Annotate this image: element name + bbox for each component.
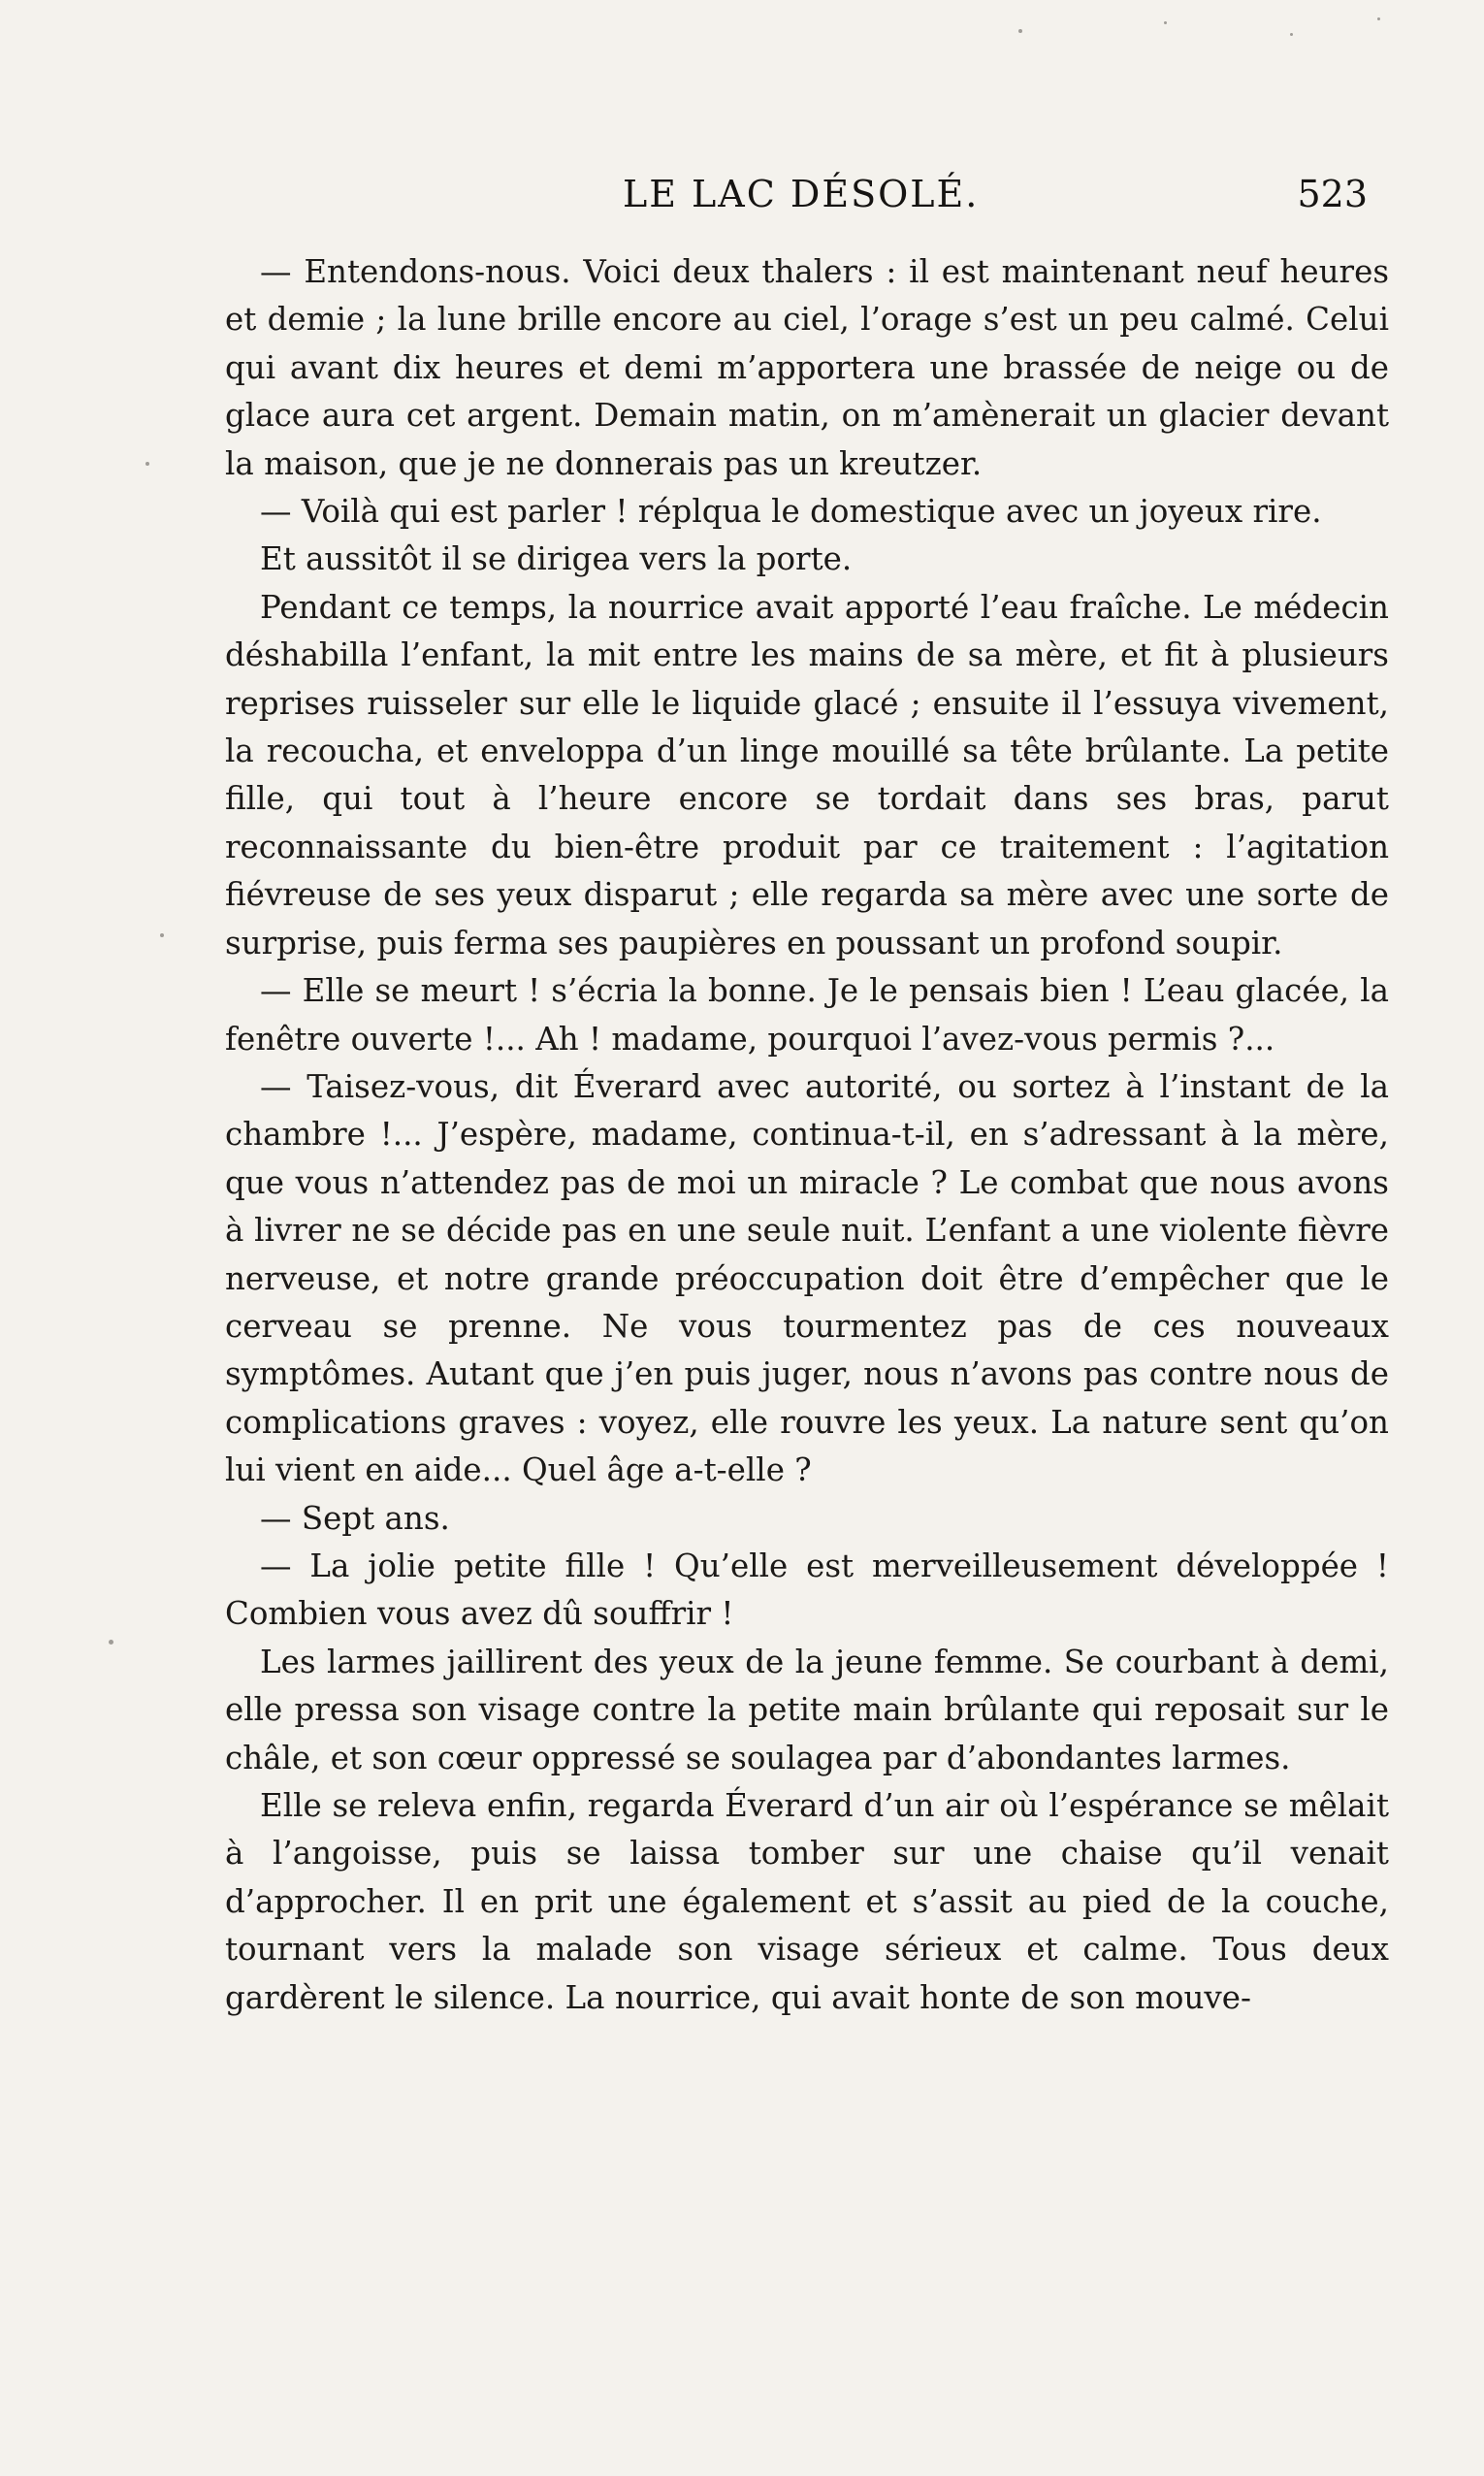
- scan-speck: [145, 462, 149, 466]
- paragraph: — Voilà qui est parler ! réplqua le domestique avec un joyeux rire.: [260, 493, 1322, 531]
- paragraph: — La jolie petite fille ! Qu’elle est merveilleusement développée ! Combien vous avez dû souffrir !: [225, 1547, 1389, 1633]
- paragraph: — Entendons-nous. Voici deux thalers : il est maintenant neuf heures et demie ; la lune brille encore au ciel, l’orage s’est un peu calmé. Celui qui avant dix heures et demi m’apportera une brassée de neige ou de glace aura cet argent. Demain matin, on m’amènerait un glacier devant la maison, que je ne donnerais pas un kreutzer.: [225, 253, 1389, 482]
- body-text: [225, 248, 1389, 2022]
- paragraph: — Elle se meurt ! s’écria la bonne. Je le pensais bien ! L’eau glacée, la fenêtre ouverte !... Ah ! madame, pourquoi l’avez-vous permis ?...: [225, 972, 1389, 1058]
- scan-speck: [1018, 29, 1022, 33]
- running-title: LE LAC DÉSOLÉ.: [623, 173, 980, 215]
- paragraph: — Taisez-vous, dit Éverard avec autorité, ou sortez à l’instant de la chambre !... J’espère, madame, continua-t-il, en s’adressant à la mère, que vous n’attendez pas de moi un miracle ? Le combat que nous avons à livrer ne se décide pas en une seule nuit. L’enfant a une violente fièvre nerveuse, et notre grande préoccupation doit être d’empêcher que le cerveau se prenne. Ne vous tourmentez pas de ces nouveaux symptômes. Autant que j’en puis juger, nous n’avons pas contre nous de complications graves : voyez, elle rouvre les yeux. La nature sent qu’on lui vient en aide... Quel âge a-t-elle ?: [225, 1067, 1389, 1489]
- page-header: [225, 173, 1397, 231]
- paragraph: Elle se releva enfin, regarda Éverard d’un air où l’espérance se mêlait à l’angoisse, puis se laissa tomber sur une chaise qu’il venait d’approcher. Il en prit une également et s’assit au pied de la couche, tournant vers la malade son visage sérieux et calme. Tous deux gardèrent le silence. La nourrice, qui avait honte de son mouve-: [225, 1787, 1389, 2016]
- scan-speck: [109, 1640, 113, 1645]
- paragraph: Et aussitôt il se dirigea vers la porte.: [260, 540, 853, 578]
- page-number: 523: [1297, 173, 1368, 215]
- scan-speck: [1377, 17, 1380, 20]
- paragraph: Les larmes jaillirent des yeux de la jeune femme. Se courbant à demi, elle pressa son visage contre la petite main brûlante qui reposait sur le châle, et son cœur oppressé se soulagea par d’abondantes larmes.: [225, 1643, 1389, 1776]
- scan-speck: [1164, 21, 1167, 24]
- scan-speck: [1290, 33, 1293, 36]
- paragraph: Pendant ce temps, la nourrice avait apporté l’eau fraîche. Le médecin déshabilla l’enfant, la mit entre les mains de sa mère, et fit à plusieurs reprises ruisseler sur elle le liquide glacé ; ensuite il l’essuya vivement, la recoucha, et enveloppa d’un linge mouillé sa tête brûlante. La petite fille, qui tout à l’heure encore se tordait dans ses bras, parut reconnaissante du bien-être produit par ce traitement : l’agitation fiévreuse de ses yeux disparut ; elle regarda sa mère avec une sorte de surprise, puis ferma ses paupières en poussant un profond soupir.: [225, 588, 1389, 961]
- paragraph: — Sept ans.: [260, 1499, 450, 1537]
- scan-speck: [160, 933, 164, 937]
